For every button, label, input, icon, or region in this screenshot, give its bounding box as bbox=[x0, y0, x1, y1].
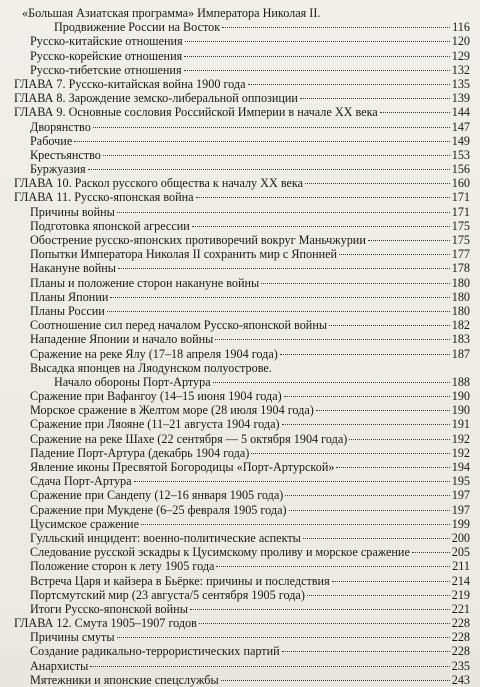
toc-entry[interactable] bbox=[8, 233, 470, 247]
toc-leader-dots bbox=[222, 27, 450, 28]
toc-entry-title: Подготовка японской агрессии bbox=[30, 218, 190, 233]
toc-leader-dots bbox=[221, 680, 450, 681]
toc-entry-page: 171 bbox=[451, 190, 470, 205]
toc-leader-dots bbox=[282, 651, 450, 652]
toc-entry-title: Следование русской эскадры к Цусимскому проливу и морское сражение bbox=[30, 545, 410, 560]
toc-leader-dots bbox=[110, 297, 449, 298]
toc-leader-dots bbox=[88, 169, 450, 170]
toc-entry-page: 188 bbox=[451, 374, 470, 389]
toc-entry-title: Попытки Императора Николая II сохранить мир с Японией bbox=[30, 247, 338, 262]
toc-entry-title: Анархисты bbox=[30, 658, 89, 673]
toc-entry[interactable] bbox=[8, 389, 470, 403]
toc-entry-title: Планы России bbox=[30, 303, 105, 318]
toc-entry-page: 116 bbox=[452, 20, 470, 35]
toc-entry-page: 180 bbox=[451, 289, 470, 304]
toc-entry-page: 178 bbox=[451, 261, 470, 276]
toc-entry-title: Накануне войны bbox=[30, 261, 116, 276]
toc-entry-page: 192 bbox=[451, 431, 470, 446]
toc-entry-page: 156 bbox=[451, 162, 470, 177]
toc-entry-title: Сражение при Мукдене (6–25 февраля 1905 года) bbox=[30, 502, 287, 517]
toc-entry[interactable] bbox=[8, 120, 470, 134]
toc-entry-title: Сражение при Сандепу (12–16 января 1905 года) bbox=[30, 488, 284, 503]
toc-entry[interactable] bbox=[8, 91, 470, 105]
toc-leader-dots bbox=[316, 410, 450, 411]
toc-entry[interactable] bbox=[8, 219, 470, 233]
toc-entry-title: Гулльский инцидент: военно-политические аспекты bbox=[30, 530, 301, 545]
toc-leader-dots bbox=[118, 268, 450, 269]
toc-entry[interactable] bbox=[8, 673, 470, 687]
toc-entry-page: 205 bbox=[451, 545, 470, 560]
toc-entry[interactable] bbox=[8, 148, 470, 162]
toc-entry-title: Причины смуты bbox=[30, 630, 115, 645]
toc-entry-title: ГЛАВА 12. Смута 1905–1907 годов bbox=[14, 616, 197, 631]
toc-entry-page: 194 bbox=[451, 460, 470, 474]
toc-entry-page: 214 bbox=[451, 573, 470, 588]
toc-leader-dots bbox=[368, 240, 450, 241]
toc-entry-page: 190 bbox=[451, 389, 470, 404]
toc-entry-page: 195 bbox=[451, 474, 470, 489]
toc-leader-dots bbox=[117, 212, 450, 213]
toc-leader-dots bbox=[141, 524, 450, 525]
toc-leader-dots bbox=[185, 41, 450, 42]
toc-entry-title: Встреча Царя и кайзера в Бьёрке: причины и последствия bbox=[30, 573, 330, 588]
toc-entry-page: 147 bbox=[451, 119, 470, 134]
toc-entry[interactable] bbox=[8, 474, 470, 488]
toc-entry-page: 191 bbox=[451, 417, 470, 432]
toc-entry-page: 144 bbox=[451, 105, 470, 120]
toc-entry-page: 182 bbox=[451, 318, 470, 333]
toc-entry[interactable] bbox=[8, 446, 470, 460]
toc-leader-dots bbox=[199, 623, 450, 624]
toc-entry[interactable] bbox=[8, 588, 470, 602]
toc-leader-dots bbox=[380, 112, 450, 113]
toc-entry[interactable] bbox=[8, 574, 470, 588]
toc-entry-page: 129 bbox=[451, 48, 470, 63]
toc-entry-page: 187 bbox=[451, 346, 470, 361]
toc-entry-page: 219 bbox=[451, 587, 470, 602]
toc-entry-page: 153 bbox=[451, 147, 470, 162]
toc-entry[interactable] bbox=[8, 205, 470, 219]
toc-entry[interactable] bbox=[8, 49, 470, 63]
toc-entry-page: 200 bbox=[451, 530, 470, 545]
toc-entry-title: Высадка японцев на Ляодунском полуострове. bbox=[30, 360, 272, 375]
toc-leader-dots bbox=[134, 481, 450, 482]
toc-leader-dots bbox=[117, 637, 450, 638]
toc-entry[interactable] bbox=[8, 361, 470, 375]
toc-entry-title: Русско-тибетские отношения bbox=[30, 62, 182, 77]
toc-entry-page: 175 bbox=[451, 218, 470, 233]
toc-entry-page: 183 bbox=[451, 332, 470, 347]
toc-leader-dots bbox=[300, 98, 450, 99]
toc-entry-page: 228 bbox=[451, 630, 470, 645]
toc-entry-title: ГЛАВА 10. Раскол русского общества к началу XX века bbox=[14, 176, 304, 191]
toc-entry-title: Падение Порт-Артура (декабрь 1904 года) bbox=[30, 445, 250, 460]
toc-entry[interactable] bbox=[8, 6, 470, 20]
toc-entry[interactable] bbox=[8, 460, 470, 474]
toc-entry-page: 190 bbox=[451, 403, 470, 418]
toc-entry[interactable] bbox=[8, 332, 470, 346]
toc-entry[interactable] bbox=[8, 134, 470, 148]
toc-entry-page: 228 bbox=[451, 644, 470, 659]
toc-leader-dots bbox=[251, 453, 449, 454]
toc-entry-title: Сдача Порт-Артура bbox=[30, 474, 132, 489]
toc-entry-page: 199 bbox=[451, 516, 470, 531]
toc-entry[interactable] bbox=[8, 261, 470, 275]
toc-leader-dots bbox=[261, 283, 450, 284]
toc-leader-dots bbox=[215, 339, 449, 340]
toc-entry-page: 139 bbox=[451, 91, 470, 106]
toc-entry-title: Создание радикально-террористических партий bbox=[30, 644, 280, 659]
toc-list bbox=[8, 6, 470, 687]
toc-leader-dots bbox=[248, 84, 450, 85]
toc-entry-title: Сражение на реке Шахе (22 сентября — 5 октября 1904 года) bbox=[30, 431, 348, 446]
toc-entry-page: 175 bbox=[451, 233, 470, 247]
toc-entry-title: Морское сражение в Желтом море (28 июля 1904 года) bbox=[30, 403, 314, 418]
toc-entry-title: Планы и положение сторон накануне войны bbox=[30, 275, 260, 290]
toc-entry-page: 120 bbox=[451, 34, 470, 49]
toc-entry-page: 180 bbox=[451, 275, 470, 290]
toc-leader-dots bbox=[332, 581, 450, 582]
toc-entry-title: ГЛАВА 9. Основные сословия Российской Империи в начале XX века bbox=[14, 105, 378, 120]
toc-entry[interactable] bbox=[8, 190, 470, 204]
toc-entry-title: ГЛАВА 7. Русско-китайская война 1900 года bbox=[14, 76, 246, 91]
toc-entry[interactable] bbox=[8, 417, 470, 431]
toc-entry-title: Русско-корейские отношения bbox=[30, 48, 183, 63]
toc-leader-dots bbox=[289, 510, 450, 511]
toc-entry[interactable] bbox=[8, 488, 470, 502]
toc-leader-dots bbox=[412, 552, 450, 553]
toc-entry-title: Причины войны bbox=[30, 204, 115, 219]
toc-entry-title: Цусимское сражение bbox=[30, 516, 139, 531]
toc-entry-page: 221 bbox=[451, 601, 470, 616]
toc-entry-page: 235 bbox=[451, 658, 470, 673]
toc-leader-dots bbox=[349, 439, 449, 440]
toc-leader-dots bbox=[307, 595, 450, 596]
toc-entry[interactable] bbox=[8, 304, 470, 318]
toc-entry-title: Планы Японии bbox=[30, 289, 109, 304]
toc-entry[interactable] bbox=[8, 34, 470, 48]
toc-leader-dots bbox=[184, 70, 450, 71]
toc-entry[interactable] bbox=[8, 290, 470, 304]
toc-entry-page: 180 bbox=[451, 303, 470, 318]
toc-entry-title: Сражение при Вафангоу (14–15 июня 1904 года) bbox=[30, 389, 282, 404]
toc-leader-dots bbox=[90, 666, 449, 667]
toc-entry-title: Крестьянство bbox=[30, 147, 101, 162]
toc-entry-page: 171 bbox=[451, 204, 470, 219]
toc-leader-dots bbox=[74, 141, 449, 142]
toc-entry-title: Буржуазия bbox=[30, 162, 86, 177]
toc-entry-title: Дворянство bbox=[30, 119, 91, 134]
toc-leader-dots bbox=[305, 183, 450, 184]
toc-entry-title: Портсмутский мир (23 августа/5 сентября 1905 года) bbox=[30, 587, 305, 602]
toc-entry[interactable] bbox=[8, 77, 470, 91]
toc-entry-title: ГЛАВА 11. Русско-японская война bbox=[14, 190, 194, 205]
toc-entry[interactable] bbox=[8, 630, 470, 644]
toc-entry-title: Рабочие bbox=[30, 133, 73, 148]
toc-entry[interactable] bbox=[8, 531, 470, 545]
toc-entry[interactable] bbox=[8, 559, 470, 573]
toc-entry-page: 197 bbox=[451, 488, 470, 503]
toc-entry-page: 211 bbox=[452, 559, 470, 574]
toc-entry-title: Положение сторон к лету 1905 года bbox=[30, 559, 215, 574]
toc-entry[interactable] bbox=[8, 375, 470, 389]
toc-leader-dots bbox=[103, 155, 450, 156]
toc-entry[interactable] bbox=[8, 659, 470, 673]
toc-entry-title: Русско-китайские отношения bbox=[30, 34, 183, 49]
toc-entry-page: 132 bbox=[451, 62, 470, 77]
toc-entry[interactable] bbox=[8, 517, 470, 531]
toc-leader-dots bbox=[329, 325, 450, 326]
toc-entry[interactable] bbox=[8, 644, 470, 658]
toc-entry[interactable] bbox=[8, 403, 470, 417]
toc-entry-title: Нападение Японии и начало войны bbox=[30, 332, 214, 347]
toc-entry-title: Обострение русско-японских противоречий вокруг Маньчжурии bbox=[30, 233, 366, 247]
toc-entry-title: Сражение на реке Ялу (17–18 апреля 1904 года) bbox=[30, 346, 278, 361]
toc-leader-dots bbox=[184, 56, 450, 57]
toc-entry-page: 228 bbox=[451, 616, 470, 631]
toc-entry-title: Явление иконы Пресвятой Богородицы «Порт-Артурской» bbox=[30, 460, 335, 474]
toc-entry-page: 149 bbox=[451, 133, 470, 148]
toc-entry-page: 160 bbox=[451, 176, 470, 191]
toc-entry[interactable] bbox=[8, 105, 470, 119]
toc-entry-title: Продвижение России на Восток bbox=[54, 20, 221, 35]
toc-leader-dots bbox=[339, 254, 450, 255]
toc-entry[interactable] bbox=[8, 545, 470, 559]
toc-entry-page: 177 bbox=[451, 247, 470, 262]
toc-entry[interactable] bbox=[8, 318, 470, 332]
toc-leader-dots bbox=[213, 382, 450, 383]
toc-entry[interactable] bbox=[8, 63, 470, 77]
toc-entry-title: Итоги Русско-японской войны bbox=[30, 601, 188, 616]
toc-entry[interactable] bbox=[8, 503, 470, 517]
toc-leader-dots bbox=[303, 538, 450, 539]
toc-entry-page: 192 bbox=[451, 445, 470, 460]
toc-leader-dots bbox=[192, 226, 450, 227]
toc-leader-dots bbox=[285, 495, 449, 496]
toc-leader-dots bbox=[280, 354, 450, 355]
toc-entry[interactable] bbox=[8, 276, 470, 290]
toc-entry[interactable] bbox=[8, 602, 470, 616]
toc-entry-title: «Большая Азиатская программа» Императора Николая II. bbox=[22, 6, 321, 20]
toc-entry[interactable] bbox=[8, 162, 470, 176]
toc-entry-page: 135 bbox=[451, 76, 470, 91]
toc-leader-dots bbox=[107, 311, 450, 312]
toc-entry[interactable] bbox=[8, 616, 470, 630]
toc-entry-page: 243 bbox=[451, 672, 470, 687]
toc-leader-dots bbox=[196, 197, 450, 198]
toc-entry[interactable] bbox=[8, 347, 470, 361]
toc-entry[interactable] bbox=[8, 247, 470, 261]
toc-leader-dots bbox=[93, 127, 450, 128]
toc-leader-dots bbox=[282, 424, 450, 425]
toc-entry-title: ГЛАВА 8. Зарождение земско-либеральной оппозиции bbox=[14, 91, 298, 106]
toc-entry-title: Соотношение сил перед началом Русско-японской войны bbox=[30, 318, 328, 333]
toc-leader-dots bbox=[336, 467, 449, 468]
toc-leader-dots bbox=[190, 609, 450, 610]
toc-entry-title: Мятежники и японские спецслужбы bbox=[30, 672, 219, 687]
toc-entry-page: 197 bbox=[451, 502, 470, 517]
toc-leader-dots bbox=[216, 566, 450, 567]
toc-entry[interactable] bbox=[8, 176, 470, 190]
toc-entry-title: Начало обороны Порт-Артура bbox=[54, 374, 211, 389]
toc-leader-dots bbox=[284, 396, 450, 397]
toc-entry-title: Сражение при Ляояне (11–21 августа 1904 года) bbox=[30, 417, 280, 432]
toc-entry[interactable] bbox=[8, 432, 470, 446]
toc-entry[interactable] bbox=[8, 20, 470, 34]
